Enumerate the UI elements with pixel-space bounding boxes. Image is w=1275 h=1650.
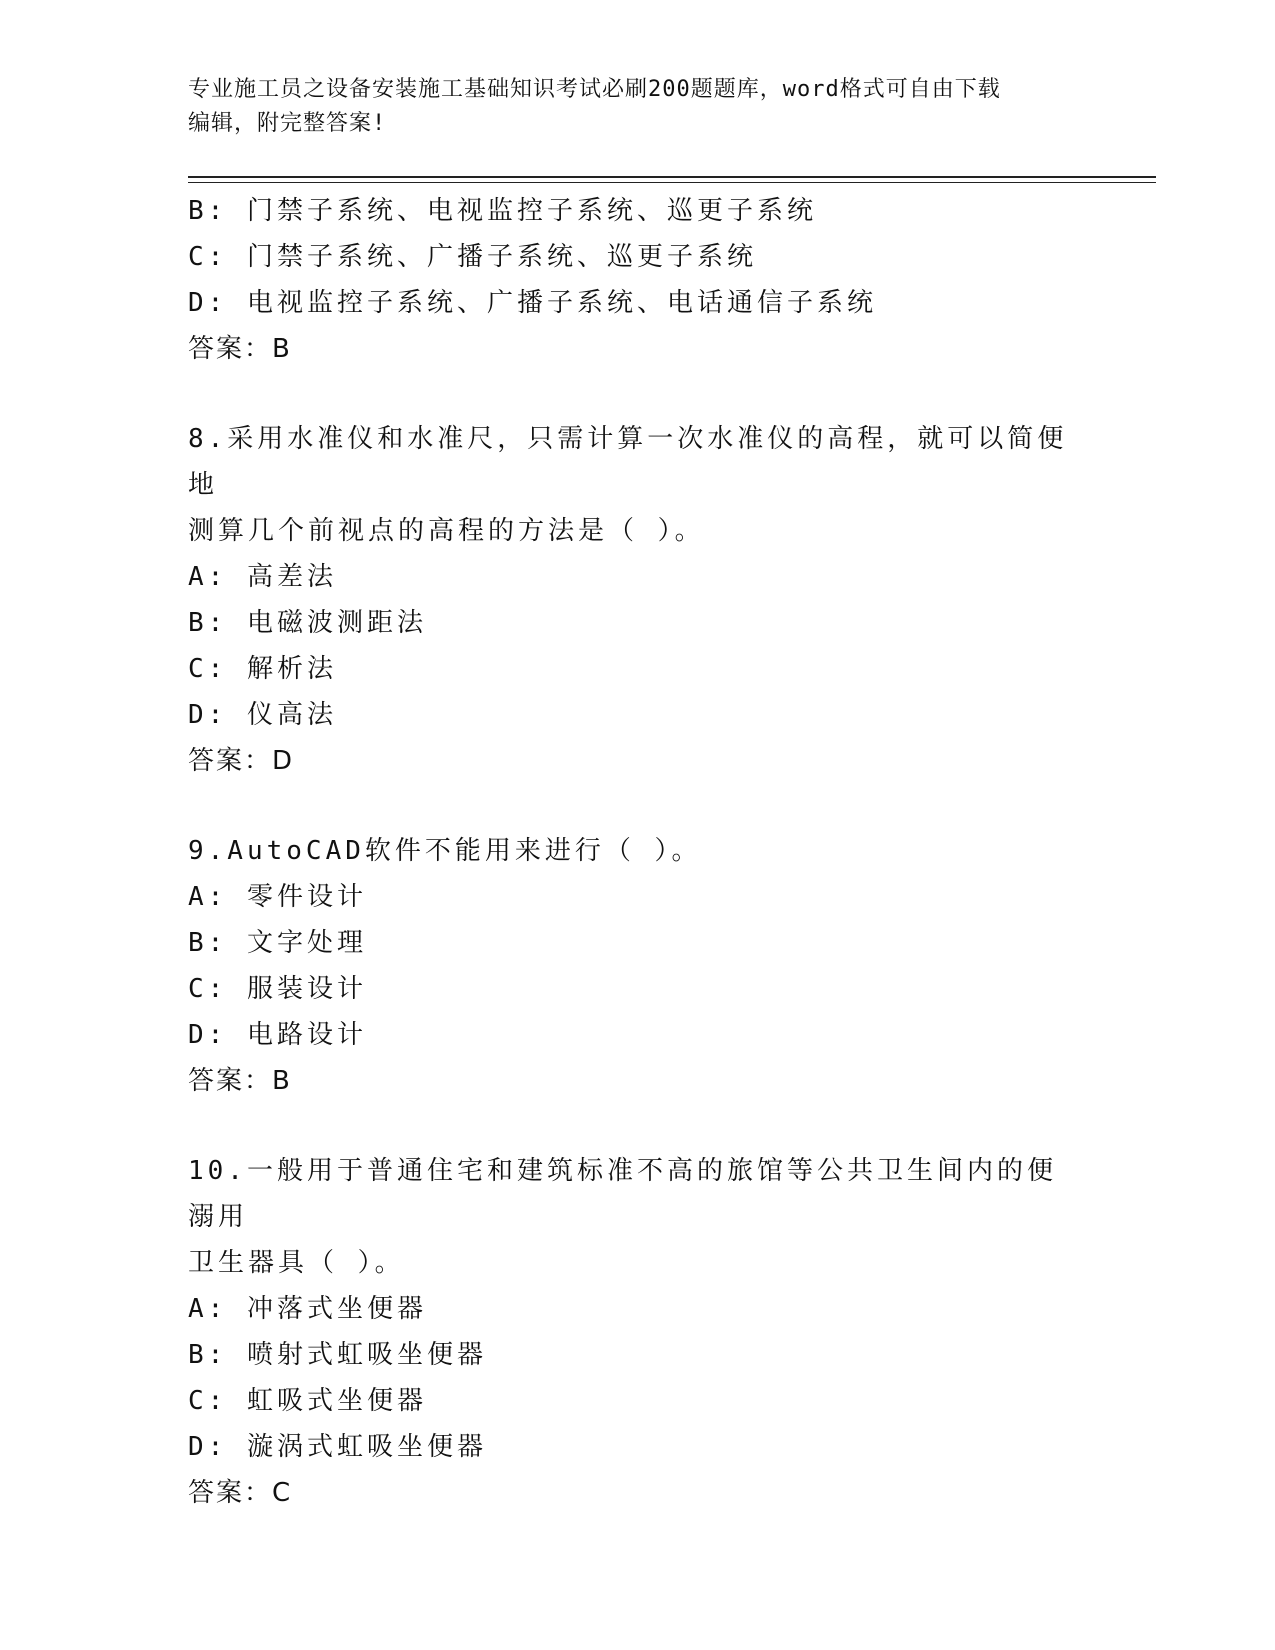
question-title-line: 9.AutoCAD软件不能用来进行（ ）。	[188, 836, 702, 866]
option-b: B: 门禁子系统、电视监控子系统、巡更子系统	[188, 196, 817, 226]
document-header	[188, 73, 1088, 141]
option-a: A: 高差法	[188, 562, 337, 592]
question-title-line: 卫生器具（ ）。	[188, 1248, 405, 1278]
question-title-line: 8.采用水准仪和水准尺，只需计算一次水准仪的高程，就可以简便地	[188, 424, 1068, 500]
question-list	[188, 188, 1088, 1516]
header-line-1: 专业施工员之设备安装施工基础知识考试必刷200题题库，word格式可自由下载	[188, 77, 1001, 102]
header-divider-thin	[188, 182, 1156, 183]
option-a: A: 零件设计	[188, 882, 367, 912]
option-c: C: 虹吸式坐便器	[188, 1386, 427, 1416]
option-d: D: 漩涡式虹吸坐便器	[188, 1432, 487, 1462]
option-d: D: 电路设计	[188, 1020, 367, 1050]
question-9	[188, 828, 1088, 1104]
option-d: D: 电视监控子系统、广播子系统、电话通信子系统	[188, 288, 877, 318]
option-c: C: 服装设计	[188, 974, 367, 1004]
option-b: B: 电磁波测距法	[188, 608, 427, 638]
question-10	[188, 1148, 1088, 1516]
header-divider-thick	[188, 176, 1156, 178]
header-line-2: 编辑，附完整答案!	[188, 111, 387, 136]
answer-line: 答案：C	[188, 1478, 293, 1508]
option-b: B: 文字处理	[188, 928, 367, 958]
answer-line: 答案：B	[188, 1066, 292, 1096]
question-title-line: 10.一般用于普通住宅和建筑标准不高的旅馆等公共卫生间内的便溺用	[188, 1156, 1057, 1232]
answer-line: 答案：B	[188, 334, 292, 364]
answer-line: 答案：D	[188, 746, 295, 776]
option-d: D: 仪高法	[188, 700, 337, 730]
option-a: A: 冲落式坐便器	[188, 1294, 427, 1324]
option-b: B: 喷射式虹吸坐便器	[188, 1340, 487, 1370]
option-c: C: 解析法	[188, 654, 337, 684]
option-c: C: 门禁子系统、广播子系统、巡更子系统	[188, 242, 757, 272]
question-title-line: 测算几个前视点的高程的方法是（ ）。	[188, 516, 705, 546]
question-8	[188, 416, 1088, 784]
previous-question-continuation	[188, 188, 1088, 372]
